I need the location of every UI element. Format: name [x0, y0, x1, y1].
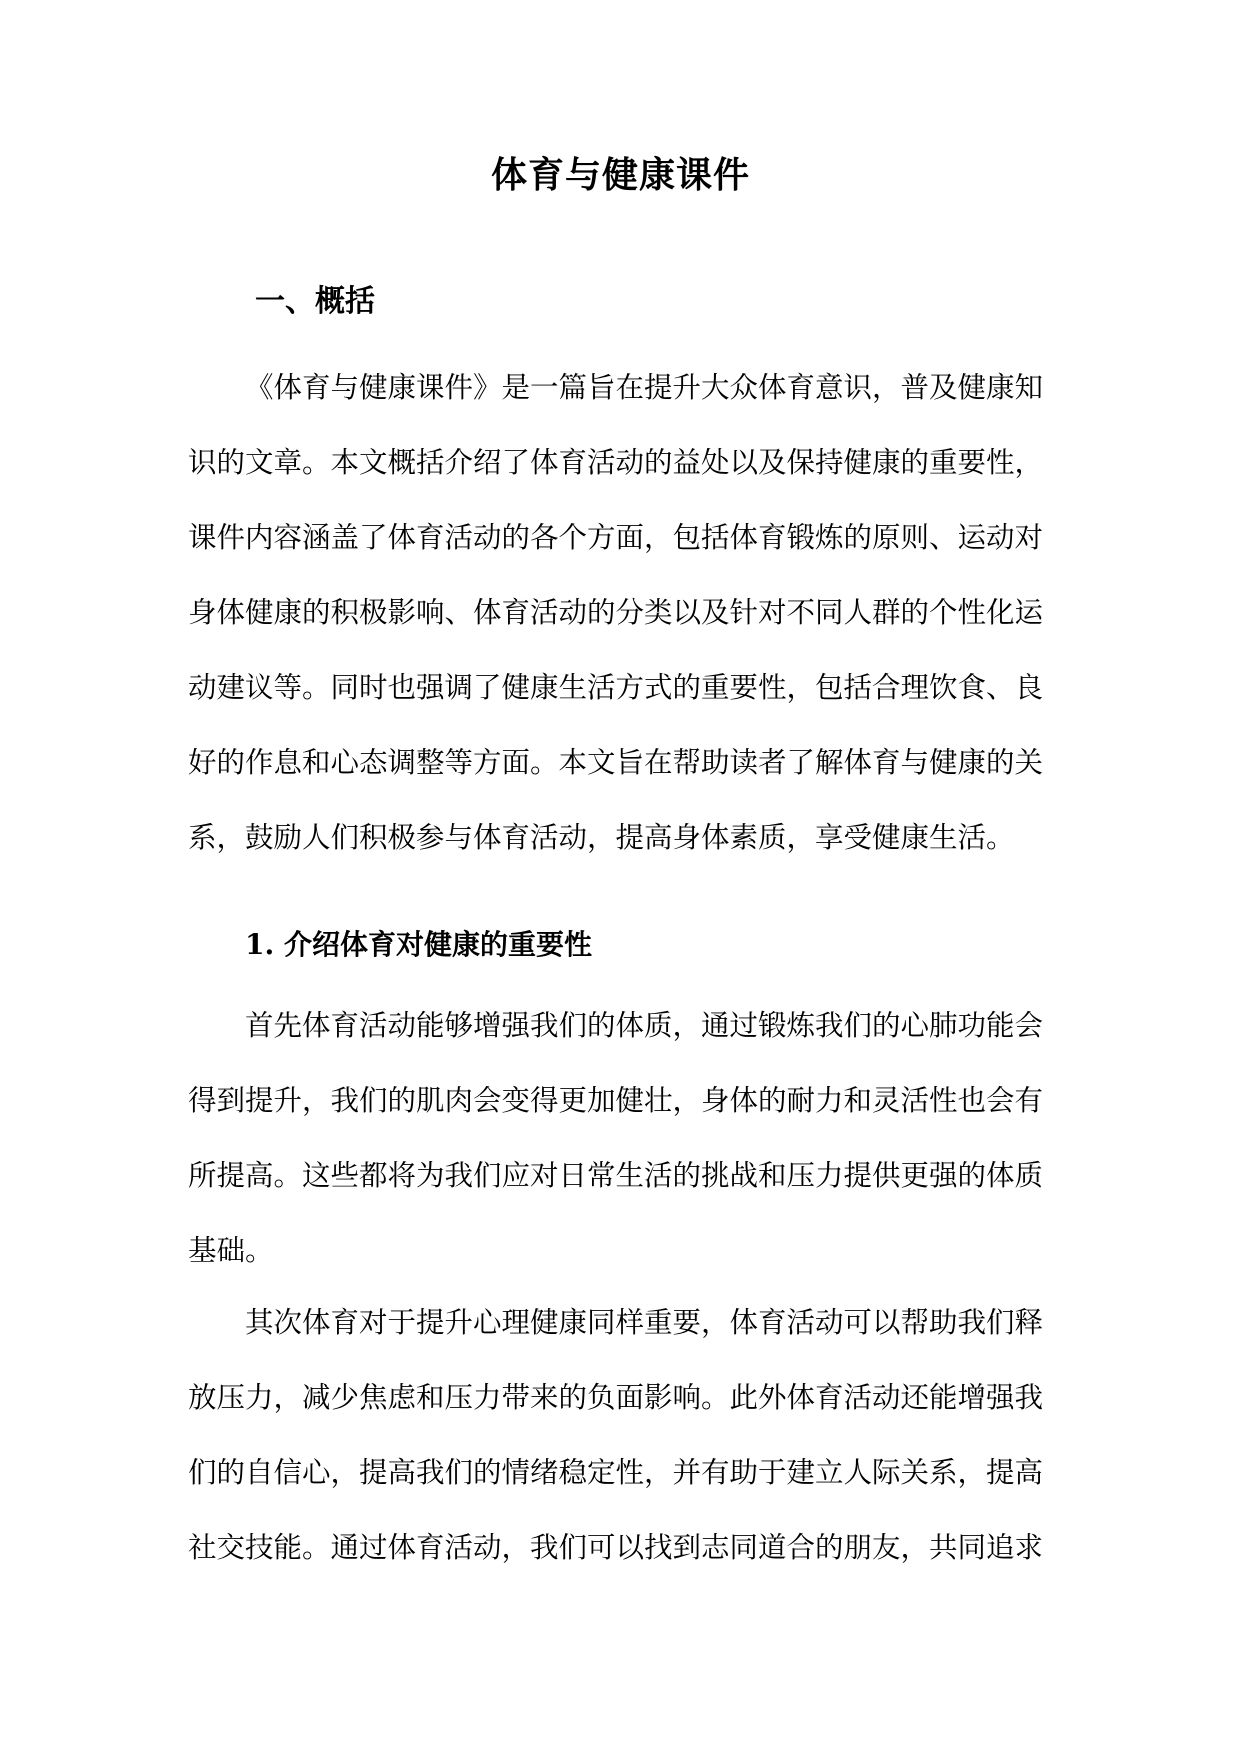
section-heading: 一、概括	[255, 284, 375, 319]
paragraph-line: 识的文章。本文概括介绍了体育活动的益处以及保持健康的重要性，	[188, 446, 1044, 479]
paragraph-line: 好的作息和心态调整等方面。本文旨在帮助读者了解体育与健康的关	[188, 746, 1044, 779]
document-title: 体育与健康课件	[490, 154, 750, 196]
paragraph-line: 其次体育对于提升心理健康同样重要，体育活动可以帮助我们释	[245, 1306, 1044, 1339]
mental-health-paragraph	[188, 1285, 1058, 1585]
subsection-heading: 1. 介绍体育对健康的重要性	[245, 928, 592, 961]
paragraph-line: 所提高。这些都将为我们应对日常生活的挑战和压力提供更强的体质	[188, 1159, 1044, 1192]
paragraph-line: 课件内容涵盖了体育活动的各个方面，包括体育锻炼的原则、运动对	[188, 521, 1044, 554]
paragraph-line: 得到提升，我们的肌肉会变得更加健壮，身体的耐力和灵活性也会有	[188, 1084, 1044, 1117]
overview-paragraph	[188, 350, 1058, 875]
paragraph-line: 动建议等。同时也强调了健康生活方式的重要性，包括合理饮食、良	[188, 671, 1044, 704]
paragraph-line: 们的自信心，提高我们的情绪稳定性，并有助于建立人际关系，提高	[188, 1456, 1044, 1489]
paragraph-line: 身体健康的积极影响、体育活动的分类以及针对不同人群的个性化运	[188, 596, 1044, 629]
paragraph-line: 系，鼓励人们积极参与体育活动，提高身体素质，享受健康生活。	[188, 821, 1015, 854]
paragraph-line: 社交技能。通过体育活动，我们可以找到志同道合的朋友，共同追求	[188, 1531, 1044, 1564]
paragraph-line: 《体育与健康课件》是一篇旨在提升大众体育意识，普及健康知	[245, 371, 1044, 404]
paragraph-line: 放压力，减少焦虑和压力带来的负面影响。此外体育活动还能增强我	[188, 1381, 1044, 1414]
paragraph-line: 基础。	[188, 1234, 274, 1267]
paragraph-line: 首先体育活动能够增强我们的体质，通过锻炼我们的心肺功能会	[245, 1009, 1044, 1042]
physical-health-paragraph	[188, 988, 1058, 1288]
